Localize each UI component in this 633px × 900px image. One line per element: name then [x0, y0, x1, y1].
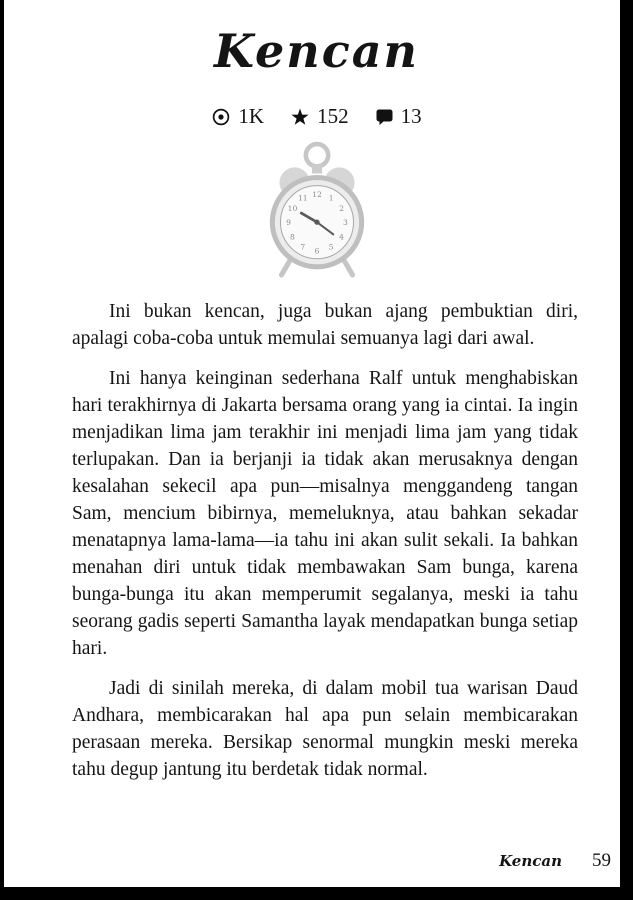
star-icon [290, 107, 310, 127]
chapter-body [0, 298, 633, 783]
comment-icon [375, 107, 394, 126]
footer-running-title: Kencan [499, 852, 562, 870]
votes-stat [290, 104, 349, 129]
paragraph: Ini hanya keinginan sederhana Ralf untuk menghabiskan hari terakhirnya di Jakarta bersama orang yang ia cintai. Ia ingin menjadikan lima jam terakhir ini menjadi lima jam yang tidak terlupakan. Dan ia berjanji ia tidak akan merusaknya dengan kesalahan sekecil apa pun—misalnya menggandeng tangan Sam, mencium bibirnya, memeluknya, atau bahkan sekadar menatapnya lama-lama—ia tahu ini akan sulit sekali. Ia bahkan menahan diri untuk tidak membawakan Sam bunga, karena bunga-bunga itu akan memperumit segalanya, meski ia tahu seorang gadis seperti Samantha layak mendapatkan bunga setiap hari. [72, 368, 578, 659]
page-edge-bottom [0, 887, 633, 900]
reads-stat [211, 104, 264, 129]
story-stats [0, 104, 633, 129]
page-edge-right [620, 0, 633, 900]
reads-count: 1K [238, 104, 265, 128]
paragraph: Jadi di sinilah mereka, di dalam mobil tua warisan Daud Andhara, membicarakan hal apa pun selain membicarakan perasaan mereka. Bersikap senormal mungkin meski mereka tahu degup jantung itu berdetak tidak normal. [72, 678, 578, 780]
votes-count: 152 [317, 104, 349, 128]
paragraph: Ini bukan kencan, juga bukan ajang pembuktian diri, apalagi coba-coba untuk memulai semuanya lagi dari awal. [72, 301, 578, 349]
comments-count: 13 [400, 104, 422, 128]
svg-text:1: 1 [328, 193, 334, 203]
comments-stat [375, 104, 422, 129]
svg-text:4: 4 [338, 232, 344, 242]
alarm-clock-icon [262, 139, 372, 279]
svg-text:11: 11 [297, 193, 308, 203]
svg-text:8: 8 [289, 232, 295, 242]
svg-text:3: 3 [342, 218, 348, 228]
svg-text:12: 12 [311, 189, 322, 199]
page-edge-left [0, 0, 4, 900]
svg-text:5: 5 [328, 242, 334, 252]
chapter-illustration [0, 139, 633, 284]
svg-text:10: 10 [287, 204, 297, 214]
svg-text:7: 7 [299, 242, 305, 252]
svg-text:9: 9 [285, 218, 291, 228]
chapter-title: Kencan [214, 24, 419, 78]
reads-icon [211, 107, 231, 127]
page-footer [499, 850, 611, 872]
page-number: 59 [592, 850, 611, 871]
svg-text:6: 6 [314, 246, 319, 256]
svg-text:2: 2 [338, 204, 344, 214]
